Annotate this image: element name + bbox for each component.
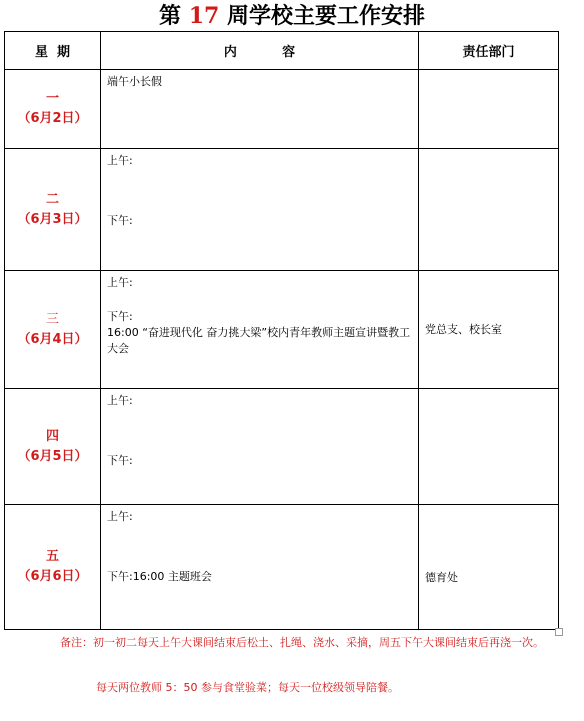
header-day: 星 期	[5, 32, 101, 70]
morning-label: 上午:	[107, 394, 133, 407]
day-cell-tue	[5, 149, 101, 271]
table-row	[5, 149, 559, 271]
content-cell	[101, 149, 419, 271]
date-label: （6月2日）	[17, 111, 88, 126]
title-suffix: 周学校主要工作安排	[226, 3, 425, 29]
weekday-label: 三	[45, 311, 59, 327]
table-row	[5, 505, 559, 630]
title-prefix: 第	[159, 3, 182, 29]
day-cell-fri	[5, 505, 101, 630]
page-title	[0, 2, 584, 30]
dept-cell	[419, 149, 559, 271]
content-cell	[101, 271, 419, 389]
dept-cell: 党总支、校长室	[419, 271, 559, 389]
content-cell	[101, 505, 419, 630]
morning-label: 上午:	[107, 154, 133, 167]
day-cell-thu	[5, 389, 101, 505]
event-detail: 16:00 “奋进现代化 奋力挑大梁”校内青年教师主题宣讲暨教工大会	[107, 326, 411, 355]
date-label: （6月5日）	[17, 448, 88, 464]
weekday-label: 一	[45, 91, 59, 106]
content-cell	[101, 70, 419, 149]
morning-label: 上午:	[107, 276, 133, 289]
morning-label: 上午:	[107, 510, 133, 523]
dept-cell	[419, 389, 559, 505]
afternoon-label: 下午:16:00 主题班会	[107, 570, 212, 583]
weekday-label: 四	[45, 428, 59, 444]
table-row	[5, 271, 559, 389]
weekday-label: 二	[45, 191, 59, 207]
header-content: 内 容	[101, 32, 419, 70]
header-dept: 责任部门	[419, 32, 559, 70]
note-text-secondary: 每天两位教师 5：50 参与食堂验菜；每天一位校级领导陪餐。	[96, 681, 399, 694]
dept-cell	[419, 70, 559, 149]
date-label: （6月4日）	[17, 331, 88, 347]
note-text: 备注：初一初二每天上午大课间结束后松土、扎绳、浇水、采摘，周五下午大课间结束后再浇一次。	[60, 636, 544, 649]
table-header-row	[5, 32, 559, 70]
day-cell-mon	[5, 70, 101, 149]
table-row	[5, 70, 559, 149]
content-line: 端午小长假	[107, 75, 162, 88]
day-cell-wed	[5, 271, 101, 389]
date-label: （6月6日）	[17, 569, 88, 584]
schedule-table	[4, 31, 559, 630]
table-row	[5, 389, 559, 505]
content-cell	[101, 389, 419, 505]
weekday-label: 五	[45, 549, 59, 564]
afternoon-label: 下午:	[107, 310, 133, 323]
afternoon-label: 下午:	[107, 454, 133, 467]
title-week-number: 17	[188, 3, 220, 29]
afternoon-label: 下午:	[107, 214, 133, 227]
date-label: （6月3日）	[17, 211, 88, 227]
dept-cell: 德育处	[419, 505, 559, 630]
